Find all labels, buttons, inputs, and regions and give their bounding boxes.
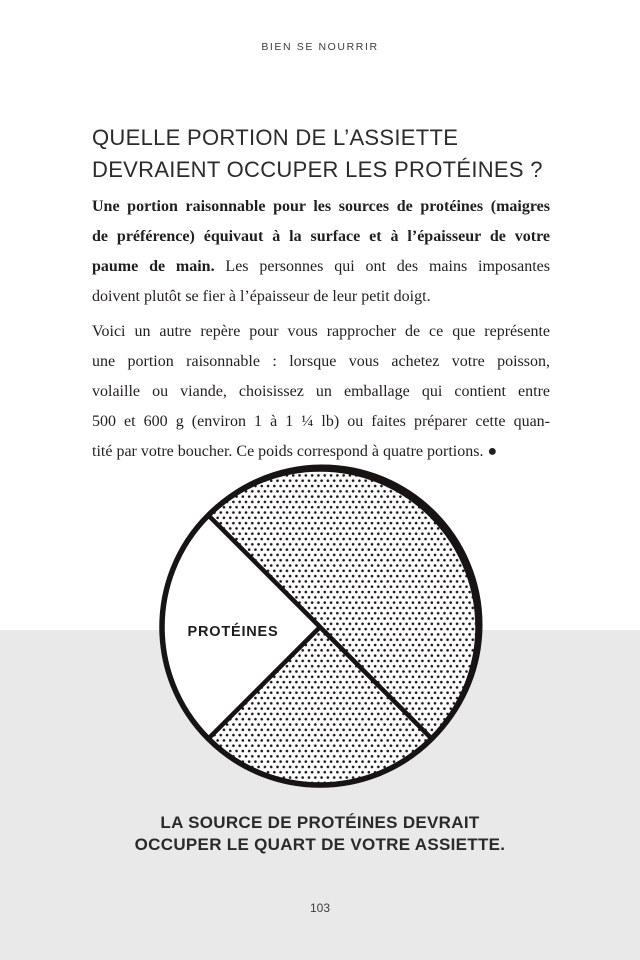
- text-run: doivent plutôt se fier à l’épaisseur de leur petit doigt.: [92, 288, 431, 305]
- page-title-line-2: DEVRAIENT OCCUPER LES PROTÉINES ?: [92, 157, 543, 182]
- text-run: une portion raisonnable : lorsque vous achetez votre poisson,: [92, 353, 550, 370]
- text-run: Les personnes qui ont des mains imposantes: [214, 258, 551, 275]
- bold-text-run: Une portion raisonnable pour les sources de protéines (maigres: [92, 198, 550, 215]
- paragraph-line: [92, 407, 550, 437]
- paragraph-1: [92, 192, 550, 312]
- page-number: 103: [309, 901, 331, 915]
- figure-caption-line-1: LA SOURCE DE PROTÉINES DEVRAIT: [160, 813, 480, 832]
- page-title: [92, 122, 562, 186]
- paragraph-line: [92, 317, 550, 347]
- bold-text-run: paume de main.: [92, 258, 215, 275]
- paragraph-line: [92, 222, 550, 252]
- text-run: Voici un autre repère pour vous rapprocher de ce que représente: [92, 323, 550, 340]
- page-title-line-1: QUELLE PORTION DE L’ASSIETTE: [92, 125, 459, 150]
- running-header: BIEN SE NOURRIR: [261, 41, 379, 53]
- bold-text-run: de préférence) équivaut à la surface et à l’épaisseur de votre: [92, 228, 550, 245]
- protein-pie-chart: [150, 457, 490, 797]
- pie-slice-label: PROTÉINES: [187, 624, 279, 640]
- paragraph-line: [92, 192, 550, 222]
- paragraph-line: [92, 377, 550, 407]
- figure-pie: [150, 457, 490, 797]
- text-run: volaille ou viande, choisissez un emballage qui contient entre: [92, 383, 550, 400]
- paragraph-line: [92, 347, 550, 377]
- figure-caption-line-2: OCCUPER LE QUART DE VOTRE ASSIETTE.: [134, 835, 506, 854]
- paragraph-line: [92, 282, 550, 312]
- figure-caption: [50, 812, 590, 856]
- paragraph-2: [92, 317, 550, 467]
- paragraph-line: [92, 252, 550, 282]
- text-run: 500 et 600 g (environ 1 à 1 ¼ lb) ou faites préparer cette quan-: [92, 413, 550, 430]
- text-run: tité par votre boucher. Ce poids correspond à quatre portions. ●: [92, 443, 498, 460]
